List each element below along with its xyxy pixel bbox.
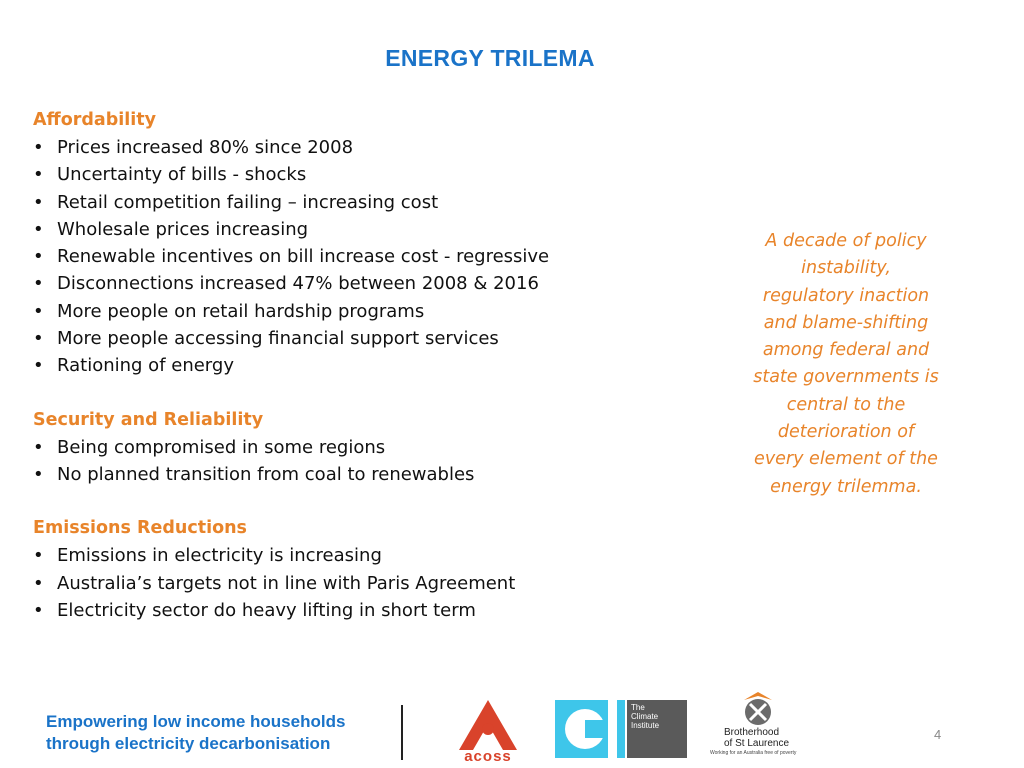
- slide-title: ENERGY TRILEMA: [385, 45, 595, 71]
- bullet-item: • Being compromised in some regions: [33, 434, 713, 461]
- footer-tagline: [46, 711, 345, 755]
- bullet-item: • Renewable incentives on bill increase cost - regressive: [33, 243, 713, 270]
- brotherhood-name-line: Brotherhood: [724, 727, 780, 738]
- section-heading: Emissions Reductions: [33, 518, 247, 539]
- brotherhood-tagline: Working for an Australia free of poverty: [710, 750, 797, 756]
- bullet-item: • More people on retail hardship programs: [33, 298, 713, 325]
- section-affordability: [33, 107, 713, 380]
- quote-callout: [744, 228, 948, 501]
- quote-line: among federal and: [762, 340, 930, 361]
- bullet-item: • Retail competition failing – increasing cost: [33, 189, 713, 216]
- bullet-item: • No planned transition from coal to renewables: [33, 461, 713, 488]
- quote-line: and blame-shifting: [763, 312, 929, 333]
- bullet-item: • Prices increased 80% since 2008: [33, 134, 713, 161]
- quote-line: A decade of policy: [765, 231, 927, 251]
- page-number: 4: [934, 727, 942, 742]
- brotherhood-logo: [710, 690, 810, 756]
- brotherhood-name: [724, 727, 789, 749]
- section-heading: Affordability: [33, 110, 157, 130]
- brotherhood-emblem-icon: [738, 690, 778, 728]
- bullet-item: • Electricity sector do heavy lifting in short term: [33, 597, 713, 624]
- climate-institute-line: Institute: [631, 721, 660, 730]
- brotherhood-name-line: of St Laurence: [724, 738, 790, 749]
- bullet-item: • Rationing of energy: [33, 352, 713, 379]
- bullet-item: • More people accessing financial support services: [33, 325, 713, 352]
- quote-line: energy trilemma.: [770, 476, 922, 497]
- section-emissions: [33, 515, 713, 624]
- acoss-logo-text: acoss: [464, 748, 512, 765]
- bullet-item: • Disconnections increased 47% between 2008 & 2016: [33, 270, 713, 297]
- climate-institute-text-box: [627, 700, 687, 758]
- bullet-item: • Wholesale prices increasing: [33, 216, 713, 243]
- section-heading: Security and Reliability: [33, 409, 264, 430]
- quote-line: regulatory inaction: [762, 285, 930, 306]
- quote-line: central to the: [786, 394, 906, 415]
- acoss-logo: [455, 698, 521, 764]
- quote-line: deterioration of: [777, 422, 915, 443]
- footer-divider: [401, 705, 403, 760]
- bullet-item: • Uncertainty of bills - shocks: [33, 161, 713, 188]
- footer-line: through electricity decarbonisation: [46, 734, 331, 753]
- section-security: [33, 407, 713, 489]
- climate-institute-line: The: [631, 703, 645, 712]
- climate-institute-line: Climate: [631, 712, 659, 721]
- footer-line: Empowering low income households: [46, 712, 346, 731]
- quote-line: instability,: [801, 258, 891, 279]
- climate-institute-logo: [555, 700, 687, 758]
- bullet-content: [33, 107, 713, 624]
- bullet-item: • Australia’s targets not in line with Paris Agreement: [33, 570, 713, 597]
- quote-line: every element of the: [754, 449, 938, 470]
- climate-institute-mark: [555, 700, 625, 758]
- bullet-item: • Emissions in electricity is increasing: [33, 542, 713, 569]
- quote-line: state governments is: [753, 367, 939, 388]
